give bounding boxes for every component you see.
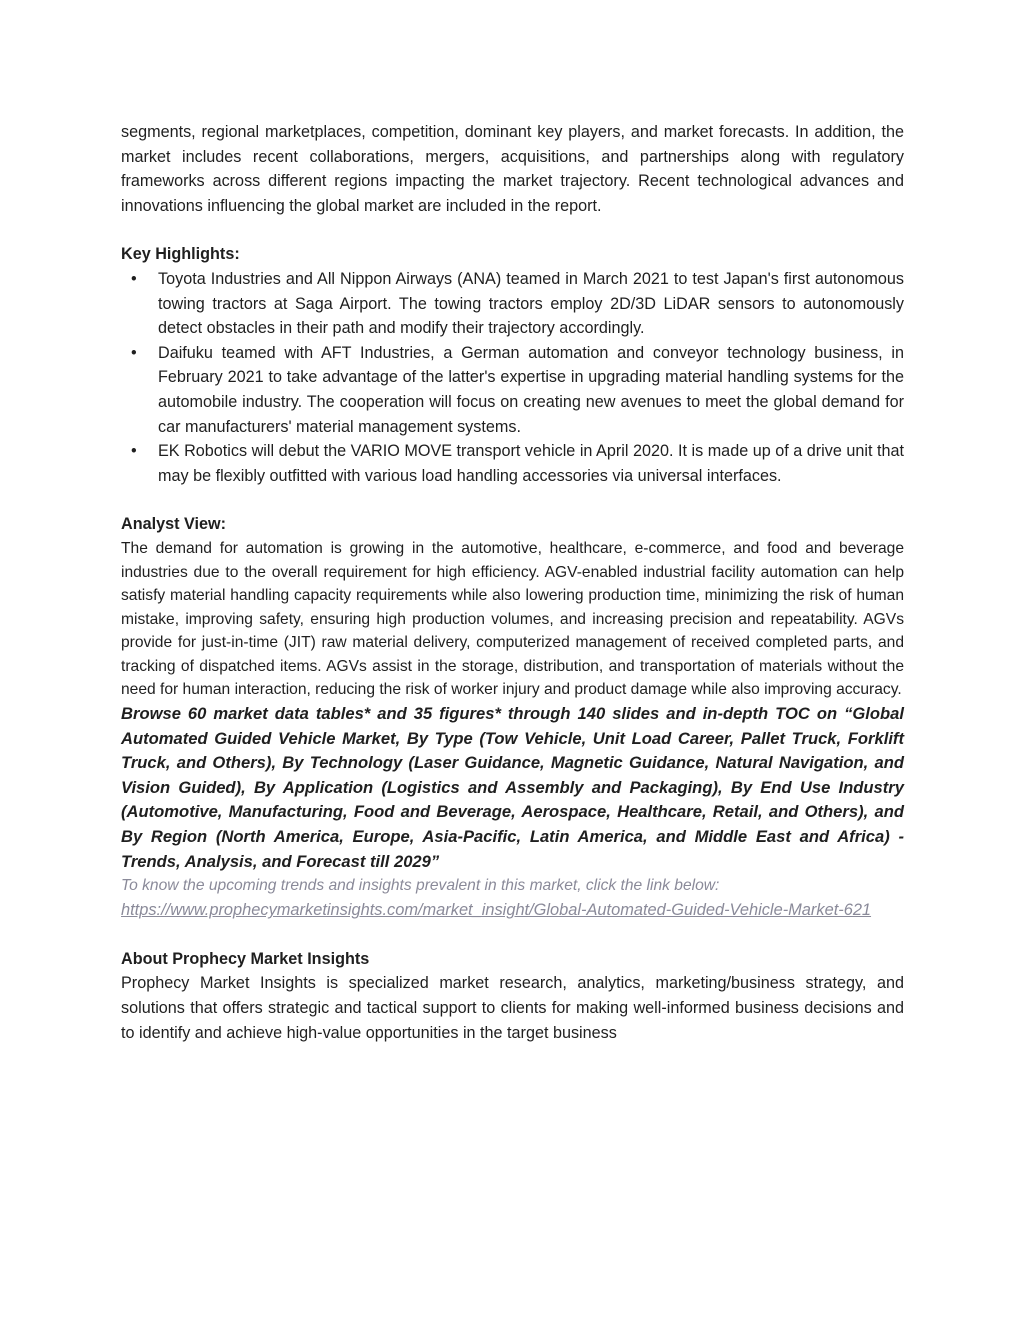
bullet-icon: • [131,442,137,461]
bullet-icon: • [131,269,137,288]
list-item [121,341,904,439]
analyst-view-paragraph: The demand for automation is growing in the automotive, healthcare, e-commerce, and food and beverage industries due to the overall requirement for high efficiency. AGV-enabled industrial facility automation can help satisfy material handling capacity requirements while also lowering production time, minimizing the risk of human mistake, improving safety, ensuring high production volumes, and increasing precision and repeatability. AGVs provide for just-in-time (JIT) raw material delivery, computerized management of received completed parts, and tracking of dispatched items. AGVs assist in the storage, distribution, and transportation of materials without the need for human interaction, reducing the risk of worker injury and product damage while also improving accuracy. [121,539,904,699]
spacer [121,923,904,947]
intro-paragraph: segments, regional marketplaces, competition, dominant key players, and market forecasts. In addition, the market includes recent collaborations, mergers, acquisitions, and partnerships along with regulatory frameworks across different regions impacting the market trajectory. Recent technological advances and innovations influencing the global market are included in the report. [121,123,904,215]
about-heading: About Prophecy Market Insights [121,949,370,968]
list-item-text: EK Robotics will debut the VARIO MOVE transport vehicle in April 2020. It is made up of a drive unit that may be flexibly outfitted with various load handling accessories via universal interfaces. [158,442,904,485]
list-item [121,439,904,488]
list-item [121,267,904,341]
about-paragraph: Prophecy Market Insights is specialized market research, analytics, marketing/business strategy, and solutions that offers strategic and tactical support to clients for making well-informed business decisions and to identify and achieve high-value opportunities in the target business [121,974,904,1042]
document-page [121,120,904,1045]
analyst-view-heading: Analyst View: [121,515,226,534]
bullet-icon: • [131,343,137,362]
browse-report-paragraph: Browse 60 market data tables* and 35 figures* through 140 slides and in-depth TOC on “Global Automated Guided Vehicle Market, By Type (Tow Vehicle, Unit Load Career, Pallet Truck, Forklift Truck, and Others), By Technology (Laser Guidance, Magnetic Guidance, Natural Navigation, and Vision Guided), By Application (Logistics and Assembly and Packaging), By End Use Industry (Automotive, Manufacturing, Food and Beverage, Aerospace, Healthcare, Retail, and Others), and By Region (North America, Europe, Asia-Pacific, Latin America, and Middle East and Africa) - Trends, Analysis, and Forecast till 2029” [121,704,904,871]
key-highlights-heading: Key Highlights: [121,245,240,264]
link-intro-note: To know the upcoming trends and insights prevalent in this market, click the link below: [121,877,720,895]
list-item-text: Toyota Industries and All Nippon Airways (ANA) teamed in March 2021 to test Japan's first autonomous towing tractors at Saga Airport. The towing tractors employ 2D/3D LiDAR sensors to autonomously detect obstacles in their path and modify their trajectory accordingly. [158,269,904,338]
report-link[interactable]: https://www.prophecymarketinsights.com/market_insight/Global-Automated-Guided-Vehicle-Market-621 [121,901,872,920]
spacer [121,218,904,242]
list-item-text: Daifuku teamed with AFT Industries, a German automation and conveyor technology business, in February 2021 to take advantage of the latter's expertise in upgrading material handling systems for the automobile industry. The cooperation will focus on creating new avenues to meet the global demand for car manufacturers' material management systems. [158,343,904,436]
spacer [121,488,904,512]
key-highlights-list [121,267,904,488]
